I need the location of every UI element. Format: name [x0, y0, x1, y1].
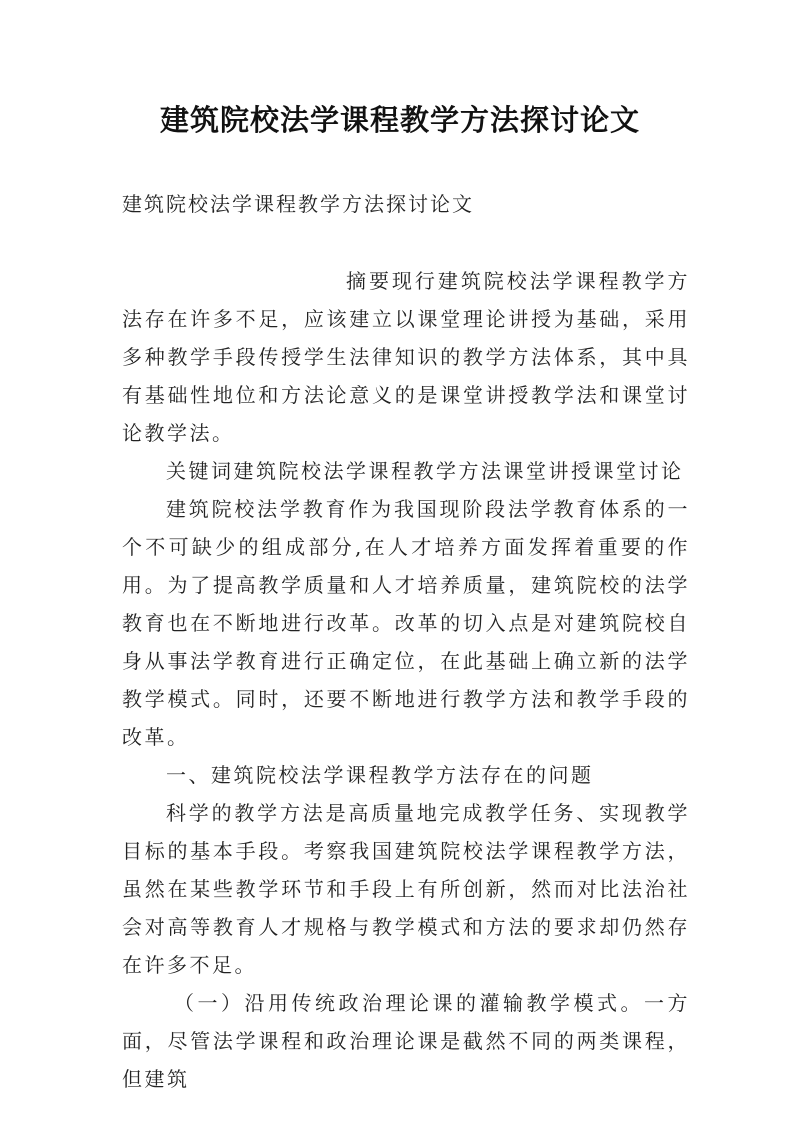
intro-paragraph: 建筑院校法学教育作为我国现阶段法学教育体系的一个不可缺少的组成部分,在人才培养方面发挥着重要的作用。为了提高教学质量和人才培养质量，建筑院校的法学教育也在不断地进行改革。改革的切入点是对建筑院校自身从事法学教育进行正确定位，在此基础上确立新的法学教学模式。同时，还要不断地进行教学方法和教学手段的改革。: [122, 497, 690, 749]
body-paragraph: 科学的教学方法是高质量地完成教学任务、实现教学目标的基本手段。考察我国建筑院校法学课程教学方法，虽然在某些教学环节和手段上有所创新，然而对比法治社会对高等教育人才规格与教学模式和方法的要求却仍然存在许多不足。: [122, 801, 690, 977]
document-title: 建筑院校法学课程教学方法探讨论文: [159, 103, 640, 137]
abstract-paragraph: 摘要现行建筑院校法学课程教学方法存在许多不足，应该建立以课堂理论讲授为基础，采用多种教学手段传授学生法律知识的教学方法体系，其中具有基础性地位和方法论意义的是课堂讲授教学法和课堂讨论教学法。: [122, 269, 690, 445]
document-body: [122, 262, 690, 1098]
keywords-paragraph: 关键词建筑院校法学课程教学方法课堂讲授课堂讨论: [166, 459, 684, 483]
document-subtitle: 建筑院校法学课程教学方法探讨论文: [122, 192, 474, 216]
body-paragraph-subsection: （一）沿用传统政治理论课的灌输教学模式。一方面，尽管法学课程和政治理论课是截然不同的两类课程，但建筑: [122, 991, 690, 1091]
section-heading: 一、建筑院校法学课程教学方法存在的问题: [166, 763, 594, 787]
